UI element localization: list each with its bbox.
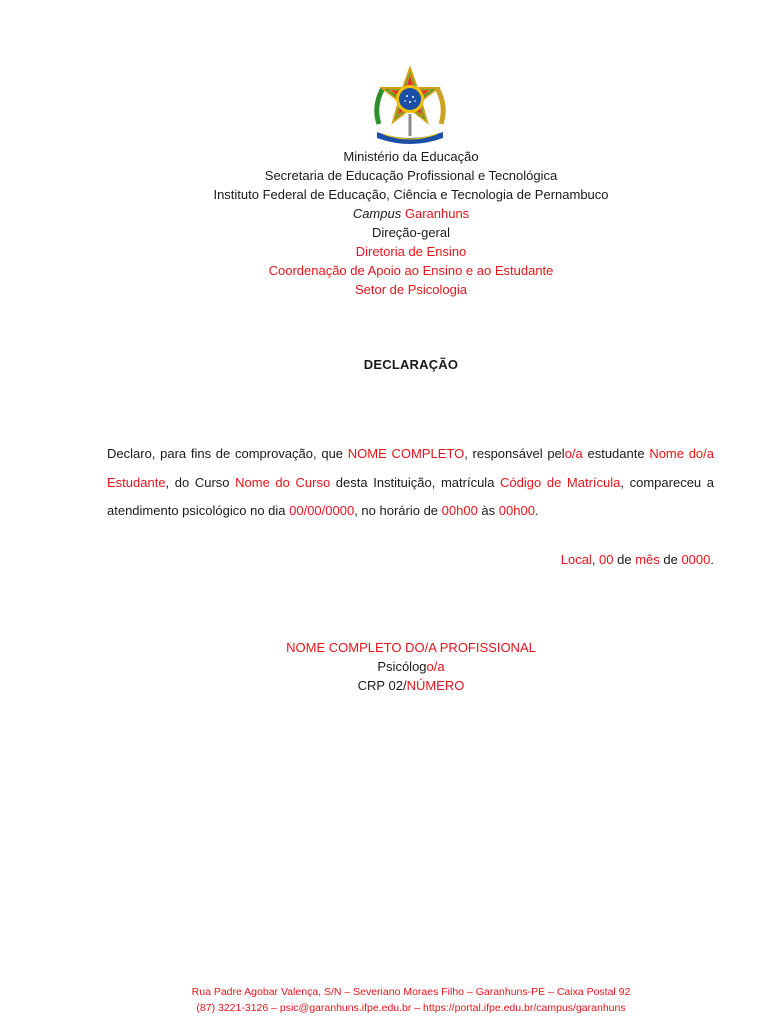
document-footer (0, 984, 768, 1016)
header-coordination: Coordenação de Apoio ao Ensino e ao Estudante (268, 263, 554, 278)
body-text-6: , compareceu a atendimento psicológico no dia (107, 474, 714, 518)
body-text-5: desta Instituição, matrícula (330, 474, 501, 490)
place-date-de-1: de (613, 552, 636, 567)
enrollment-placeholder: Código de Matrícula (500, 474, 621, 490)
body-text-4: , do Curso (165, 474, 236, 490)
role-gender-placeholder: o/a (426, 659, 445, 674)
time-end-placeholder: 00h00 (498, 503, 535, 518)
role-prefix: Psicólog (377, 659, 427, 674)
place-placeholder: Local (560, 552, 592, 567)
professional-role (0, 657, 768, 676)
course-placeholder: Nome do Curso (235, 474, 331, 490)
header-campus-label: Campus (352, 206, 402, 221)
date-placeholder: 00/00/0000 (289, 503, 355, 518)
header-psychology-sector: Setor de Psicologia (354, 282, 467, 297)
gender-placeholder: o/a (564, 446, 583, 461)
body-text-8: às (477, 503, 499, 518)
student-name-placeholder: Nome do/a Estudante (107, 446, 715, 490)
responsible-name-placeholder: NOME COMPLETO (347, 446, 465, 461)
header-ministry: Ministério da Educação (343, 149, 479, 164)
header-institute: Instituto Federal de Educação, Ciência e Tecnologia de Pernambuco (213, 187, 609, 202)
coat-of-arms-of-brazil-icon (369, 66, 451, 146)
year-placeholder: 0000 (681, 552, 711, 567)
document-header (0, 147, 768, 299)
body-text-2: , responsável pel (464, 446, 565, 461)
month-placeholder: mês (635, 552, 660, 567)
footer-address: Rua Padre Agobar Valença, S/N – Severiano Moraes Filho – Garanhuns-PE – Caixa Postal 92 (191, 986, 631, 998)
crp-number-placeholder: NÚMERO (406, 678, 465, 693)
header-campus-name: Garanhuns (404, 206, 470, 221)
header-secretariat: Secretaria de Educação Profissional e Tecnológica (264, 168, 558, 183)
header-teaching-directorate: Diretoria de Ensino (355, 244, 467, 259)
declaration-body (107, 440, 714, 526)
document-title: DECLARAÇÃO (363, 357, 459, 372)
place-date-line (107, 552, 714, 567)
place-date-sep: , (591, 552, 600, 567)
professional-name-placeholder: NOME COMPLETO DO/A PROFISSIONAL (286, 640, 536, 655)
time-start-placeholder: 00h00 (441, 503, 478, 518)
body-text-7: , no horário de (354, 503, 442, 518)
body-text-3: estudante (582, 446, 650, 461)
day-placeholder: 00 (599, 552, 614, 567)
header-direction: Direção-geral (371, 225, 451, 240)
body-text-1: Declaro, para fins de comprovação, que (107, 446, 348, 461)
crp-line (0, 676, 768, 695)
place-date-de-2: de (659, 552, 682, 567)
body-text-9: . (534, 503, 539, 518)
header-campus (0, 204, 768, 223)
signature-block (0, 638, 768, 695)
place-date-end: . (710, 552, 714, 567)
footer-contact: (87) 3221-3126 – psic@garanhuns.ifpe.edu.br – https://portal.ifpe.edu.br/campus/garanhuns (196, 1002, 626, 1014)
crp-prefix: CRP 02/ (357, 678, 407, 693)
